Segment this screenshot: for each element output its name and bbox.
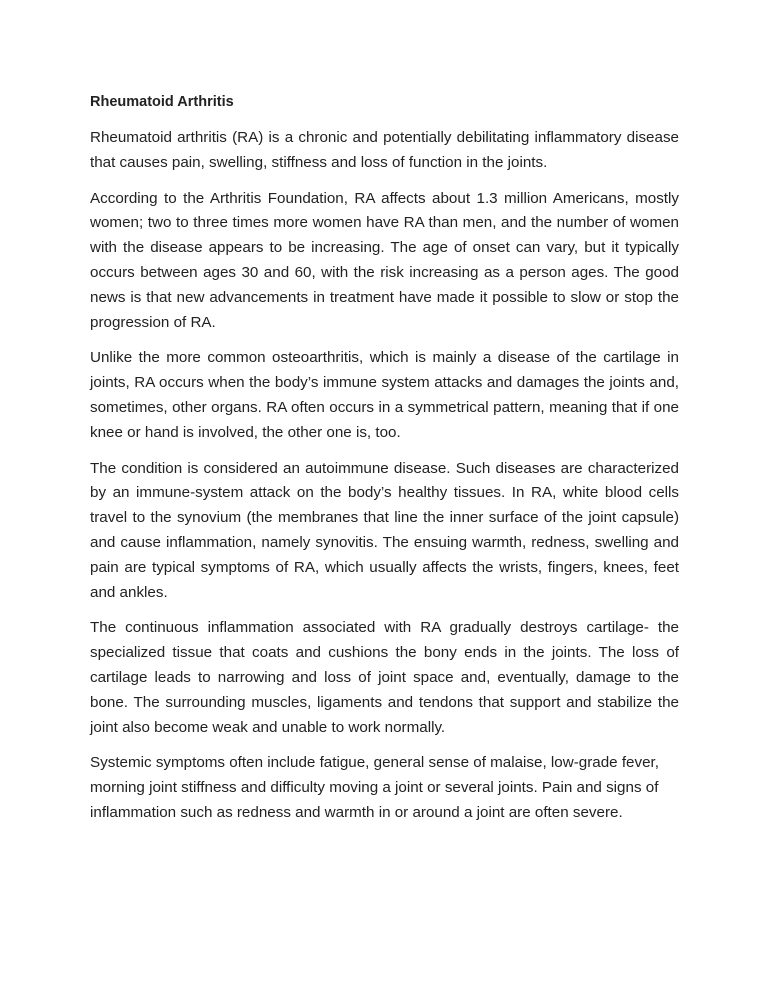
document-title: Rheumatoid Arthritis: [90, 94, 234, 110]
paragraph-systemic-symptoms: Systemic symptoms often include fatigue, general sense of malaise, low-grade fever, morning joint stiffness and difficulty moving a joint or several joints. Pain and signs of inflammation such as redness and warmth in or around a joint are often severe.: [90, 754, 659, 821]
document-body: [90, 90, 679, 837]
paragraph-comparison: Unlike the more common osteoarthritis, which is mainly a disease of the cartilage in joints, RA occurs when the body’s immune system attacks and damages the joints and, sometimes, other organs. RA often occurs in a symmetrical pattern, meaning that if one knee or hand is involved, the other one is, too.: [90, 349, 679, 441]
paragraph-prevalence: According to the Arthritis Foundation, RA affects about 1.3 million Americans, mostly women; two to three times more women have RA than men, and the number of women with the disease appears to be increasing. The age of onset can vary, but it typically occurs between ages 30 and 60, with the risk increasing as a person ages. The good news is that new advancements in treatment have made it possible to slow or stop the progression of RA.: [90, 189, 679, 331]
paragraph-cartilage: The continuous inflammation associated with RA gradually destroys cartilage- the specialized tissue that coats and cushions the bony ends in the joints. The loss of cartilage leads to narrowing and loss of joint space and, eventually, damage to the bone. The surrounding muscles, ligaments and tendons that support and stabilize the joint also become weak and unable to work normally.: [90, 619, 679, 736]
paragraph-definition: Rheumatoid arthritis (RA) is a chronic and potentially debilitating inflammatory disease that causes pain, swelling, stiffness and loss of function in the joints.: [90, 129, 679, 171]
paragraph-autoimmune: The condition is considered an autoimmune disease. Such diseases are characterized by an immune-system attack on the body’s healthy tissues. In RA, white blood cells travel to the synovium (the membranes that line the inner surface of the joint capsule) and cause inflammation, namely synovitis. The ensuing warmth, redness, swelling and pain are typical symptoms of RA, which usually affects the wrists, fingers, knees, feet and ankles.: [90, 459, 679, 601]
